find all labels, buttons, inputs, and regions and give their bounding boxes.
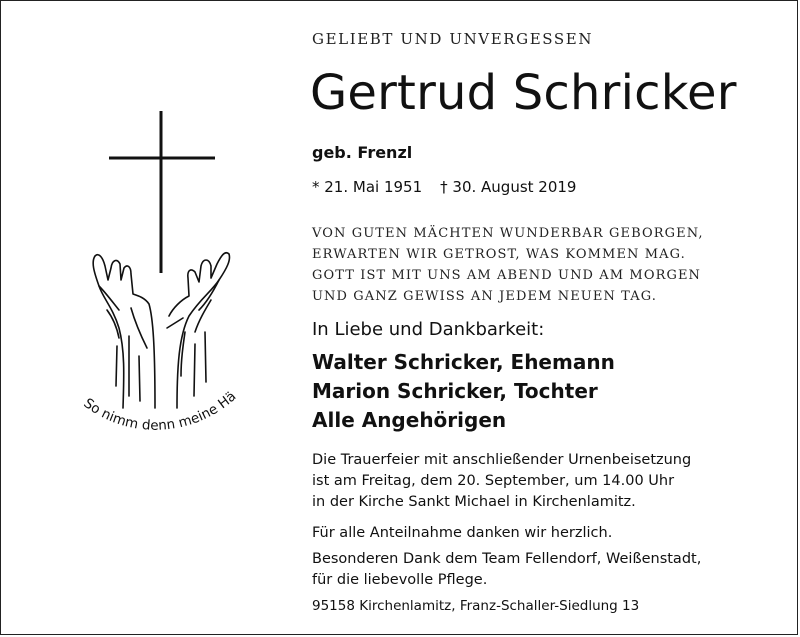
- arc-caption: So nimm denn meine Hä: [80, 388, 240, 434]
- poem-line: GOTT IST MIT UNS AM ABEND UND AM MORGEN: [312, 268, 702, 283]
- service-info: [312, 450, 691, 513]
- right-hand-icon: [167, 253, 230, 408]
- service-line: Die Trauerfeier mit anschließender Urnenbeisetzung: [312, 452, 692, 468]
- death-date: † 30. August 2019: [440, 178, 577, 196]
- birth-date: * 21. Mai 1951: [312, 178, 423, 196]
- poem-line: UND GANZ GEWISS AN JEDEM NEUEN TAG.: [312, 289, 657, 304]
- life-dates: [312, 178, 576, 196]
- mourner-name: Walter Schricker, Ehemann: [312, 350, 615, 374]
- thanks-text: Für alle Anteilnahme danken wir herzlich.: [312, 525, 613, 541]
- service-line: ist am Freitag, dem 20. September, um 14.00 Uhr: [312, 473, 675, 489]
- maiden-name: geb. Frenzl: [312, 143, 413, 162]
- mourners-intro: In Liebe und Dankbarkeit:: [312, 319, 545, 340]
- address: 95158 Kirchenlamitz, Franz-Schaller-Siedlung 13: [312, 598, 640, 614]
- mourners-list: [312, 348, 615, 435]
- poem-line: ERWARTEN WIR GETROST, WAS KOMMEN MAG.: [312, 247, 686, 262]
- left-hand-icon: [93, 255, 155, 408]
- poem-line: VON GUTEN MÄCHTEN WUNDERBAR GEBORGEN,: [312, 226, 704, 241]
- special-thanks-line: für die liebevolle Pflege.: [312, 572, 488, 588]
- eyebrow-text: GELIEBT UND UNVERGESSEN: [312, 30, 594, 48]
- cross-and-hands-artwork: [61, 96, 281, 546]
- poem: [312, 223, 704, 307]
- cross-icon: [109, 111, 215, 273]
- special-thanks-line: Besonderen Dank dem Team Fellendorf, Weißenstadt,: [312, 551, 702, 567]
- deceased-name: Gertrud Schricker: [310, 65, 737, 121]
- cross-and-hands-illustration: [61, 96, 281, 546]
- mourner-name: Alle Angehörigen: [312, 408, 507, 432]
- special-thanks: [312, 549, 701, 591]
- mourner-name: Marion Schricker, Tochter: [312, 379, 598, 403]
- service-line: in der Kirche Sankt Michael in Kirchenlamitz.: [312, 494, 636, 510]
